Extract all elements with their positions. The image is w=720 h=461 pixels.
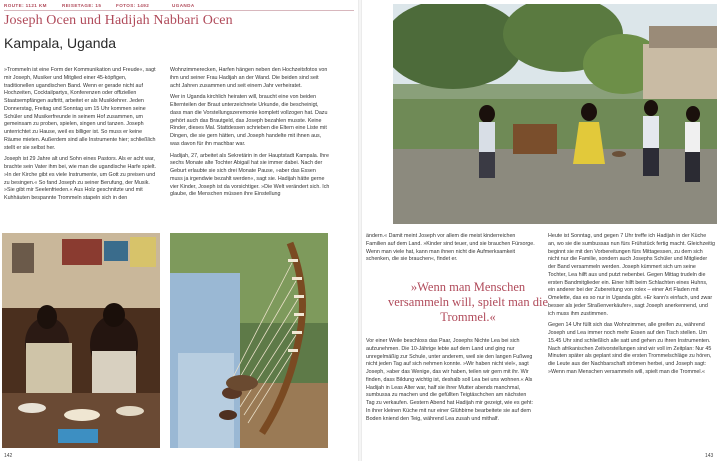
text-column-3-top bbox=[366, 233, 536, 273]
paragraph: Wohnzimmerecken, Harfen hängen neben den Hochzeitsfotos von ihm und seiner Frau Hadijah an der Wand. Die beiden sind seit acht Jahren zusammen und seit einem Jahr verheiratet. bbox=[170, 67, 328, 89]
right-page bbox=[362, 0, 720, 461]
page-number-right: 143 bbox=[705, 453, 714, 459]
family-meal-photo bbox=[2, 233, 160, 448]
header-rule bbox=[4, 10, 354, 11]
pull-quote: »Wenn man Menschen versammeln will, spielt man die Trommel.« bbox=[387, 280, 549, 324]
text-column-1 bbox=[4, 67, 156, 225]
paragraph: Vor einer Weile beschloss das Paar, Josephs Nichte Lea bei sich aufzunehmen. Die 10-Jährige lebte auf dem Land und ging nur unregelmäßig zur Schule, unter anderem, weil sie den langen Fußweg nicht jeden Tag auf sich nehmen konnte. »Wir haben nicht viel«, sagt Joseph, »aber das Wenige, das wir haben, teilen wir gern mit ihr. Wir finden, dass Bildung wichtig ist, deshalb soll Lea bei uns wohnen.« Als Hadijah in Leas Alter war, half sie ihrer Mutter abends manchmal, sumbussa zu machen und die gefüllten Teigtäschchen am nächsten Tag zu verkaufen. Gestern Abend hat Hadijah mir gezeigt, wie es geht: In ihrer kleinen Küche mit nur einer Glühbirne bearbeitete sie auf dem Boden kniend den Teig, während Lea zusah und mithalf. bbox=[366, 338, 533, 422]
text-column-3-bottom bbox=[366, 338, 536, 448]
meta-photos: FOTOS: 1492 bbox=[116, 3, 150, 8]
paragraph: Gegen 14 Uhr füllt sich das Wohnzimmer, alle greifen zu, während Joseph und Lea immer noch mehr Essen auf den Tisch stellen. Um 15.45 Uhr sind schließlich alle satt und gehen zu ihren Instrumenten. Nach afrikanischen Zeitvorstellungen sind wir voll im Zeitplan: Nur 45 Minuten später als geplant sind die ersten Trommelschläge zu hören, die Leute aus der Nachbarschaft strömen herbei, und Joseph sagt: »Wenn man Menschen versammeln will, spielt man die Trommel.« bbox=[548, 322, 712, 375]
text-column-4 bbox=[548, 233, 715, 448]
article-subtitle: Kampala, Uganda bbox=[4, 35, 117, 51]
meta-country: UGANDA bbox=[172, 3, 195, 8]
paragraph: Joseph ist 29 Jahre alt und Sohn eines Pastors. Als er acht war, brachte sein Vater ihm bei, wie man die ugandische Harfe spielt. »In der Kirche gibt es viele Instrumente, um Gott zu preisen und zu besingen.« So fand Joseph zu seiner Berufung, der Musik. »Sie gibt mir Seelenfrieden.« Aus Holz geschnitzte und mit Kuhhäuten bespannte Trommeln stapeln sich in den bbox=[4, 156, 156, 201]
harp-photo bbox=[170, 233, 328, 448]
meta-route: ROUTE: 1121 KM bbox=[4, 3, 47, 8]
text-column-2 bbox=[170, 67, 330, 225]
article-title: Joseph Ocen und Hadijah Nabbari Ocen bbox=[4, 13, 233, 28]
paragraph: Wer in Uganda kirchlich heiraten will, braucht eine von beiden Elternteilen der Braut unterzeichnete Urkunde, die bescheinigt, dass man die Vorstellungszeremonie komplett vollzogen hat. Dazu gehört auch das Brautgeld, das Joseph bezahlen musste. Keine Rinder, dieses Mal. Stattdessen schrieben die Eltern eine Liste mit Dingen, die sie gern hätten, und Joseph handelte mit ihnen aus, was davon für ihn machbar war. bbox=[170, 94, 328, 147]
courtyard-dance-photo bbox=[393, 4, 717, 224]
left-page bbox=[0, 0, 358, 461]
paragraph: ändern.« Damit meint Joseph vor allem die meist kinderreichen Familien auf dem Land. »Kinder sind teuer, und sie brauchen Fürsorge. Wenn man viele hat, kann man ihnen nicht die Aufmerksamkeit schenken, die sie brauchen«, findet er. bbox=[366, 233, 535, 263]
paragraph: Hadijah, 27, arbeitet als Sekretärin in der Hauptstadt Kampala. Ihre sechs Monate alte Tochter Abigail hat sie immer dabei. Nach der Geburt erlaubte sie sich drei Monate Pause, »aber das Essen muss ja irgendwie bezahlt werden«, sagt sie. Hadijah hätte gerne vier Kinder, Joseph ist da vorsichtiger. »Die Welt verändert sich. Ich glaube, die Menschen müssen ihre Einstellung bbox=[170, 152, 330, 198]
paragraph: Heute ist Sonntag, und gegen 7 Uhr treffe ich Hadijah in der Küche an, wo sie die sumbussas nun fürs Frühstück fertig macht. Gleichzeitig beginnt sie mit den Vorbereitungen fürs Mittagessen, zu dem sich nicht nur die Familie, sondern auch Josephs Schüler und Mitglieder der Band versammeln werden. Joseph kümmert sich um seine Tochter, Lea hilft aus und putzt nebenbei. Gegen Mittag trudeln die ersten Bandmitglieder ein. Einer hilft beim Schlachten eines Huhns, ein anderer bei der Zubereitung von rolex – einer Art Fladen mit Omelette, das es so nur in Uganda gibt. »Er kann's einfach, und zwar besser als jeder Straßenverkäufer«, sagt Joseph anerkennend, und ich muss ihm zustimmen. bbox=[548, 233, 715, 317]
paragraph: »Trommeln ist eine Form der Kommunikation und Freude«, sagt mir Joseph, Musiker und Mitglied einer 45-köpfigen, traditionellen ugandischen Band. Wenn er gerade nicht auf Hochzeiten, Cocktailpartys, Konferenzen oder offiziellen Staatsempfängen auftritt, arbeitet er als Musiklehrer. Jeden Donnerstag, Freitag und Sonntag um 15 Uhr kommen seine Schüler und Musikerfreunde in seinem Hof zusammen, um gemeinsam zu proben, spielen, singen und tanzen. Joseph unterrichtet zu Hause, weil es billiger ist. So muss er keine Räume mieten. Außerdem sind alle Instrumente hier; schließlich stellt er sie selbst her. bbox=[4, 67, 156, 151]
page-number-left: 142 bbox=[4, 453, 13, 459]
meta-travel-days: REISETAGE: 15 bbox=[62, 3, 102, 8]
